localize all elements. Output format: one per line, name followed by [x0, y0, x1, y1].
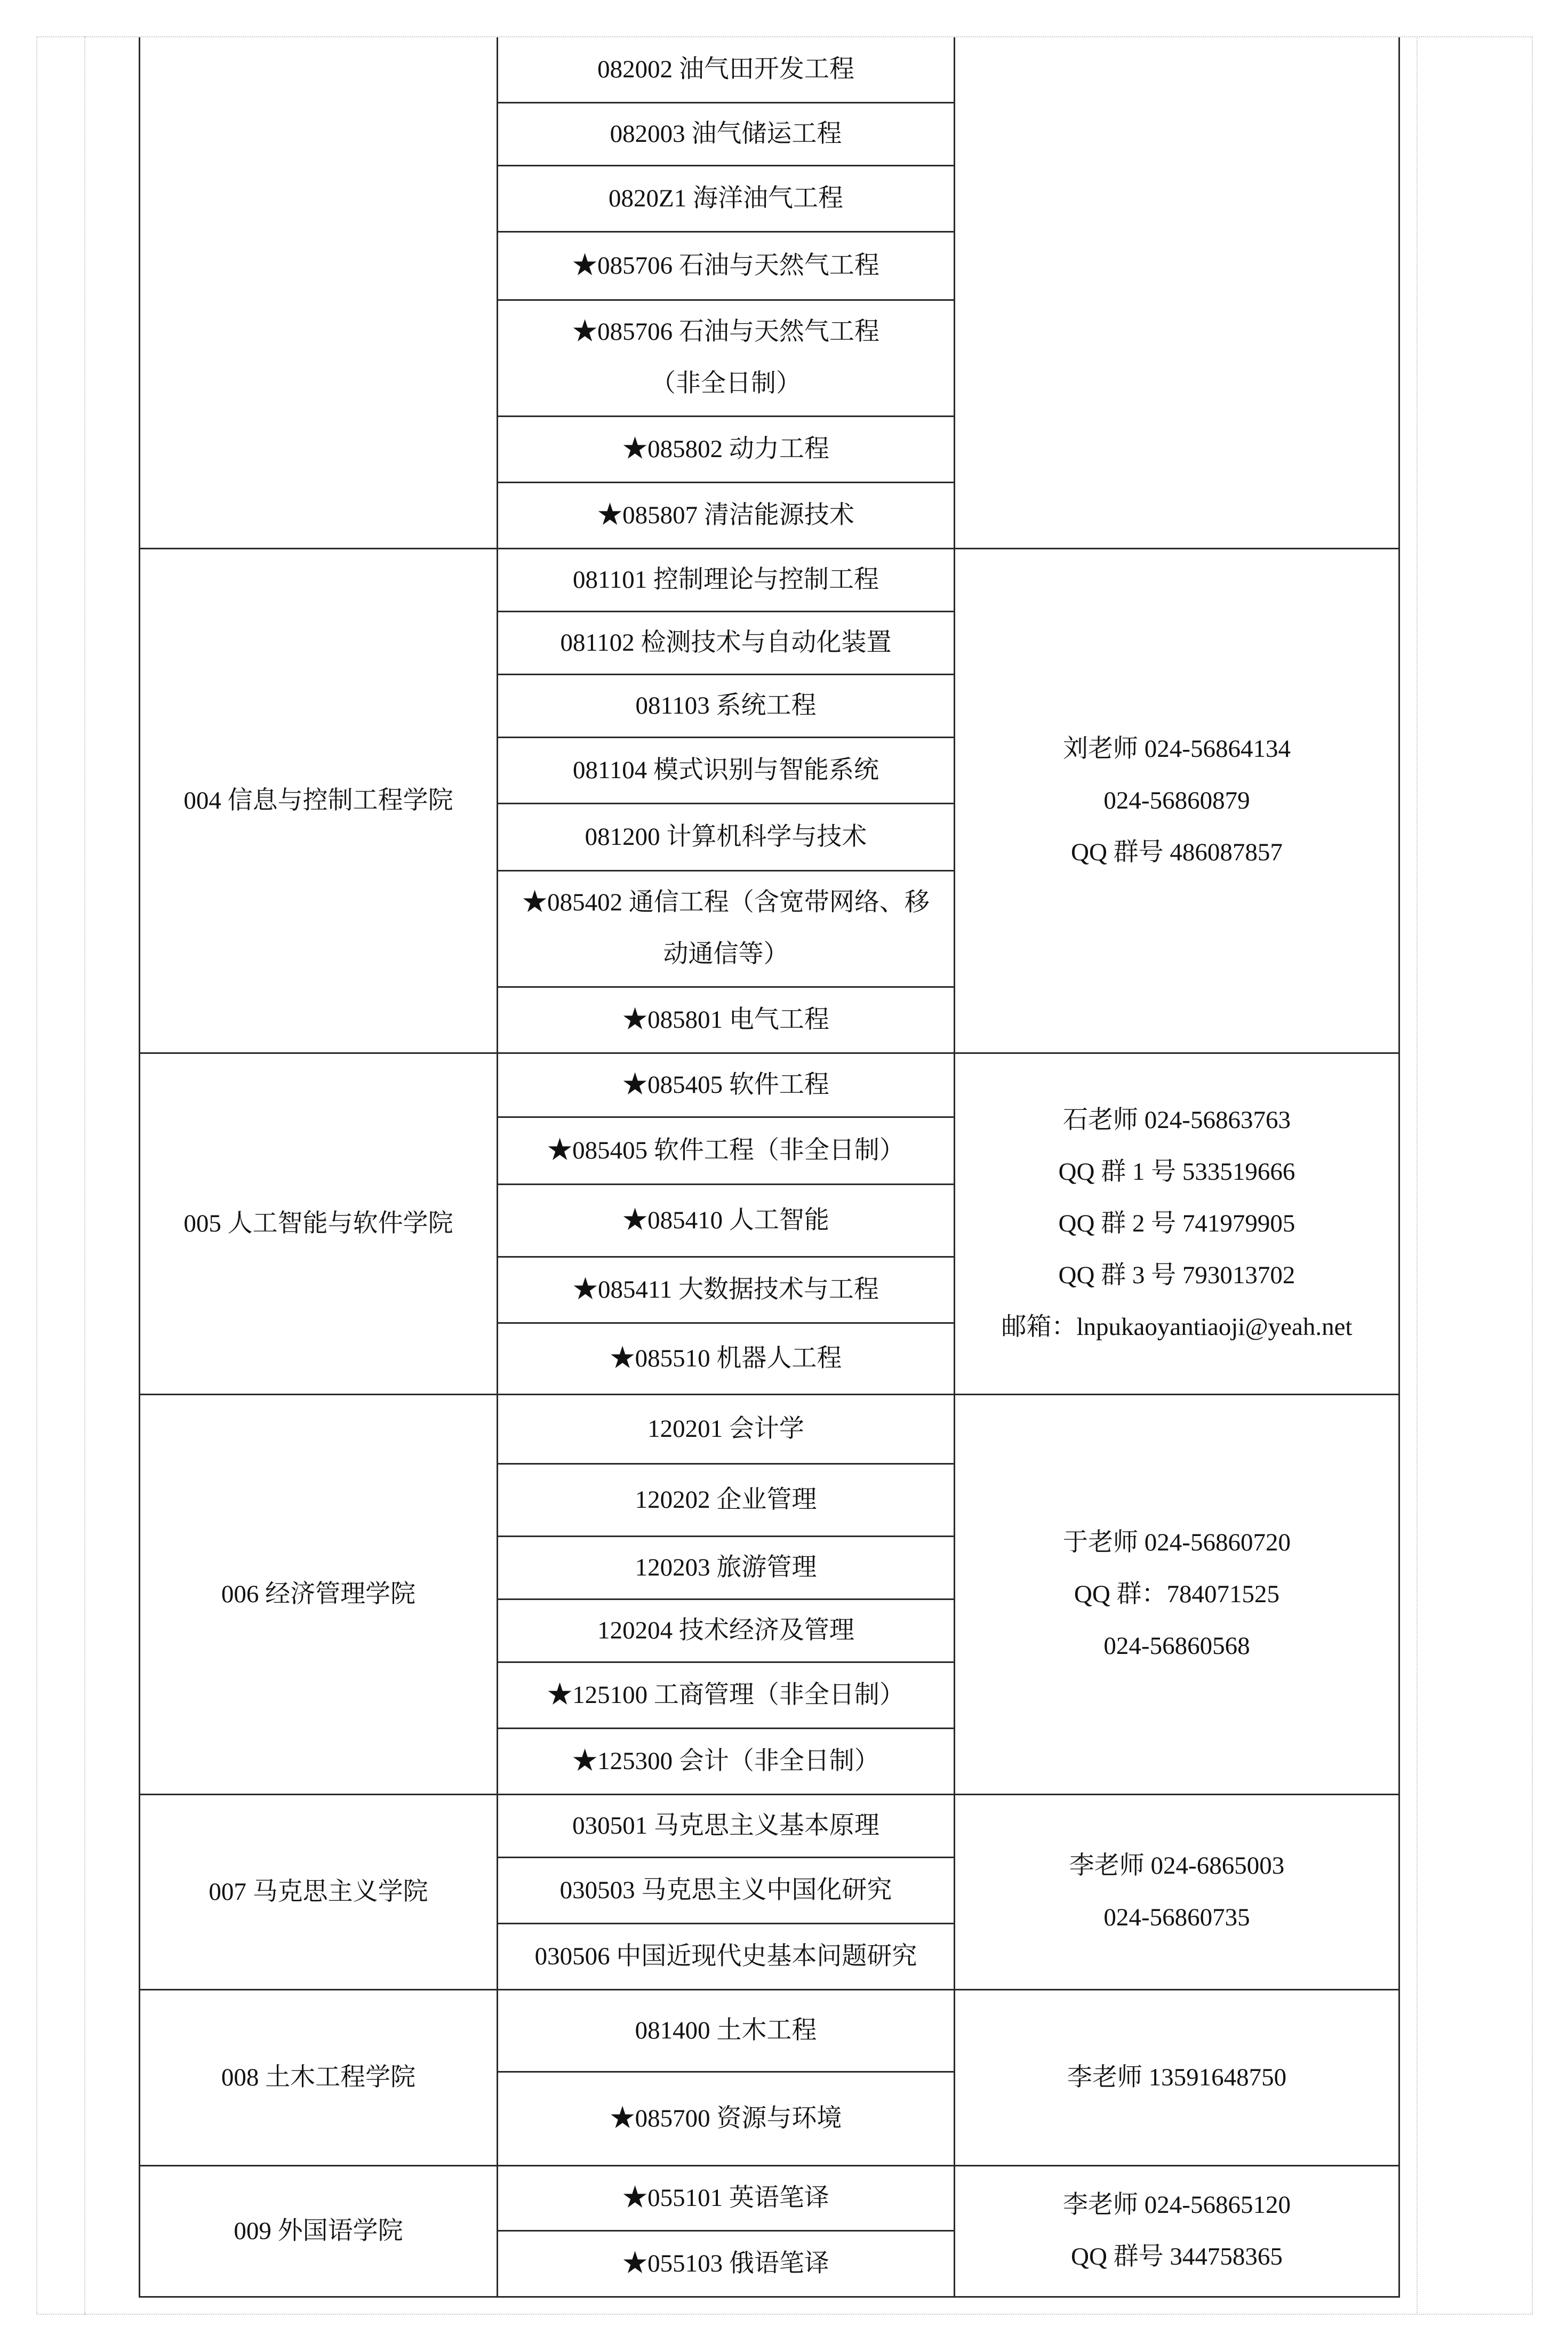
contact-line: 024-56860568 — [1103, 1632, 1250, 1660]
major-cell — [498, 987, 955, 1053]
major-name: ★085700 资源与环境 — [610, 2104, 842, 2132]
page-margin-left — [84, 36, 85, 2315]
college-cell — [140, 2165, 498, 2297]
contact-cell — [955, 1989, 1399, 2165]
major-cell — [498, 870, 955, 987]
contact-cell — [955, 2165, 1399, 2297]
college-cell — [140, 548, 498, 1053]
major-name: 120201 会计学 — [647, 1414, 804, 1443]
contact-cell — [955, 548, 1399, 1053]
major-cell — [498, 1257, 955, 1323]
major-name: ★085706 石油与天然气工程 — [572, 251, 879, 279]
major-name: ★085405 软件工程 — [622, 1070, 829, 1099]
major-cell — [498, 416, 955, 482]
major-cell — [498, 1323, 955, 1394]
major-cell — [498, 1536, 955, 1599]
major-name: 081400 土木工程 — [635, 2016, 817, 2044]
major-cell — [498, 1794, 955, 1857]
table-row — [140, 1794, 1399, 1857]
major-name: ★055103 俄语笔译 — [622, 2249, 829, 2277]
contact-line: QQ 群号 344758365 — [1071, 2243, 1283, 2270]
contact-cell — [955, 1794, 1399, 1989]
contact-line: 石老师 024-56863763 — [1063, 1106, 1291, 1134]
major-name: 081101 控制理论与控制工程 — [572, 565, 879, 594]
major-name: 081104 模式识别与智能系统 — [572, 756, 879, 784]
table-row — [140, 548, 1399, 611]
major-cell — [498, 1184, 955, 1257]
major-cell — [498, 1923, 955, 1989]
contact-line: QQ 群 1 号 533519666 — [1058, 1157, 1295, 1186]
contact-line: QQ 群 2 号 741979905 — [1058, 1209, 1295, 1237]
major-cell — [498, 803, 955, 870]
contact-cell — [955, 37, 1399, 548]
major-cell — [498, 1053, 955, 1117]
major-cell — [498, 548, 955, 611]
table-row — [140, 1053, 1399, 1117]
college-name: 008 土木工程学院 — [221, 2063, 416, 2091]
college-name: 005 人工智能与软件学院 — [183, 1209, 453, 1237]
college-name: 009 外国语学院 — [234, 2217, 403, 2245]
major-name: 081200 计算机科学与技术 — [585, 822, 867, 851]
major-name: ★085807 清洁能源技术 — [597, 501, 854, 529]
college-name: 006 经济管理学院 — [221, 1580, 416, 1608]
college-cell — [140, 1053, 498, 1394]
contact-line: 李老师 024-6865003 — [1069, 1852, 1285, 1880]
major-cell — [498, 37, 955, 102]
contact-line: 刘老师 024-56864134 — [1063, 734, 1291, 763]
major-cell — [498, 1728, 955, 1794]
college-cell — [140, 37, 498, 548]
major-cell — [498, 1857, 955, 1923]
major-name: 030501 马克思主义基本原理 — [572, 1811, 879, 1840]
contact-line: 024-56860879 — [1103, 786, 1250, 814]
college-name: 007 马克思主义学院 — [209, 1877, 428, 1906]
major-name: ★125100 工商管理（非全日制） — [547, 1681, 905, 1709]
major-name: ★085706 石油与天然气工程 — [572, 318, 879, 346]
major-cell — [498, 300, 955, 416]
table-row — [140, 2165, 1399, 2230]
major-name: 082003 油气储运工程 — [610, 119, 842, 148]
major-cell — [498, 1599, 955, 1662]
major-name: ★085802 动力工程 — [622, 435, 829, 463]
major-name: 120202 企业管理 — [635, 1485, 817, 1514]
major-name: 030503 马克思主义中国化研究 — [559, 1876, 892, 1904]
major-name: 0820Z1 海洋油气工程 — [609, 184, 843, 212]
college-name: 004 信息与控制工程学院 — [183, 786, 453, 814]
table-body — [140, 37, 1399, 2297]
contact-line: QQ 群：784071525 — [1074, 1580, 1280, 1608]
contact-line: 李老师 13591648750 — [1067, 2063, 1287, 2091]
major-name: 030506 中国近现代史基本问题研究 — [534, 1942, 917, 1970]
major-name: ★085411 大数据技术与工程 — [572, 1275, 879, 1304]
major-cell — [498, 165, 955, 231]
contact-line: 李老师 024-56865120 — [1063, 2191, 1291, 2219]
major-cell — [498, 1989, 955, 2072]
contact-line: QQ 群号 486087857 — [1071, 838, 1283, 866]
college-cell — [140, 1794, 498, 1989]
major-cell — [498, 1662, 955, 1728]
contact-line: 于老师 024-56860720 — [1063, 1528, 1291, 1556]
college-cell — [140, 1989, 498, 2165]
major-cell — [498, 482, 955, 548]
major-cell — [498, 1117, 955, 1184]
major-cell — [498, 1464, 955, 1536]
major-name: ★085510 机器人工程 — [610, 1344, 842, 1372]
major-name: 120204 技术经济及管理 — [597, 1616, 854, 1644]
table-row — [140, 37, 1399, 102]
contact-cell — [955, 1053, 1399, 1394]
major-cell — [498, 1394, 955, 1464]
major-name: ★085402 通信工程（含宽带网络、移 — [522, 889, 930, 916]
major-name: ★085801 电气工程 — [622, 1005, 829, 1034]
major-name: 120203 旅游管理 — [635, 1553, 817, 1581]
contact-cell — [955, 1394, 1399, 1794]
major-cell — [498, 2165, 955, 2230]
major-name: 081103 系统工程 — [635, 691, 817, 719]
major-name: ★055101 英语笔译 — [622, 2184, 829, 2212]
page-margin-right — [1417, 36, 1418, 2315]
major-cell — [498, 102, 955, 165]
major-name: （非全日制） — [651, 370, 801, 397]
major-name: ★085405 软件工程（非全日制） — [547, 1136, 905, 1164]
contact-line: 邮箱：lnpukaoyantiaoji@yeah.net — [1001, 1313, 1353, 1341]
major-cell — [498, 737, 955, 803]
major-name: 082002 油气田开发工程 — [597, 55, 854, 83]
admission-contact-table — [139, 37, 1400, 2298]
college-cell — [140, 1394, 498, 1794]
major-cell — [498, 611, 955, 674]
major-cell — [498, 231, 955, 300]
major-name: ★085410 人工智能 — [622, 1206, 829, 1234]
major-cell — [498, 674, 955, 737]
major-name: 动通信等） — [663, 940, 789, 968]
major-cell — [498, 2230, 955, 2297]
contact-line: 024-56860735 — [1103, 1904, 1250, 1931]
major-name: 081102 检测技术与自动化装置 — [560, 628, 892, 657]
table-row — [140, 1989, 1399, 2072]
major-cell — [498, 2072, 955, 2165]
contact-line: QQ 群 3 号 793013702 — [1058, 1261, 1295, 1289]
table-row — [140, 1394, 1399, 1464]
major-name: ★125300 会计（非全日制） — [572, 1747, 879, 1775]
